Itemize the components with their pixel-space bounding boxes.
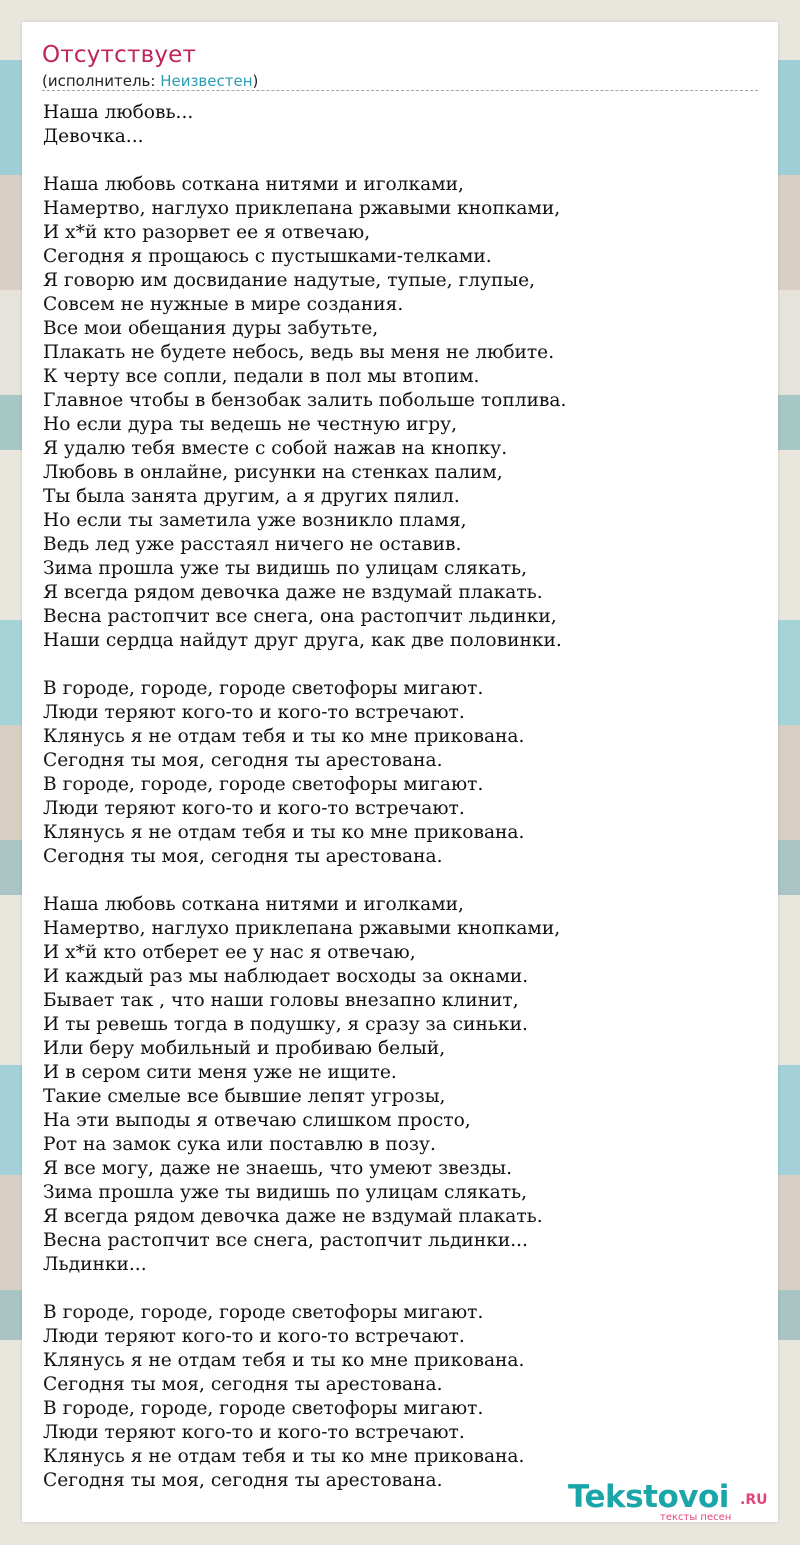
lyrics-line: Клянусь я не отдам тебя и ты ко мне прикована.	[43, 726, 525, 747]
lyrics-line: Но если дура ты ведешь не честную игру,	[43, 414, 458, 435]
lyrics-line: Клянусь я не отдам тебя и ты ко мне прикована.	[43, 822, 525, 843]
lyrics-line: Наша любовь...	[43, 102, 194, 123]
lyrics-card	[22, 22, 778, 1522]
lyrics-line: Такие смелые все бывшие лепят угрозы,	[43, 1086, 446, 1107]
lyrics-line: И х*й кто отберет ее у нас я отвечаю,	[43, 942, 416, 963]
artist-link[interactable]: Неизвестен	[160, 72, 253, 90]
logo-tagline: тексты песен	[660, 1512, 732, 1523]
lyrics-line: Ты была занята другим, а я других пялил.	[43, 486, 460, 507]
lyrics-line: Наши сердца найдут друг друга, как две половинки.	[43, 630, 562, 651]
lyrics-line: Я всегда рядом девочка даже не вздумай плакать.	[43, 582, 543, 603]
lyrics-line: Намертво, наглухо приклепана ржавыми кнопками,	[43, 198, 561, 219]
song-title: Отсутствует	[42, 42, 197, 68]
lyrics-text	[43, 101, 763, 1493]
lyrics-stanza	[43, 101, 763, 149]
lyrics-line: Сегодня ты моя, сегодня ты арестована.	[43, 750, 443, 771]
lyrics-line: И каждый раз мы наблюдает восходы за окнами.	[43, 966, 529, 987]
logo-wordmark: Tekstovoi	[568, 1479, 729, 1515]
lyrics-stanza	[43, 677, 763, 869]
performer-close: )	[252, 72, 259, 90]
lyrics-line: Я говорю им досвидание надутые, тупые, глупые,	[43, 270, 536, 291]
lyrics-line: Сегодня я прощаюсь с пустышками-телками.	[43, 246, 492, 267]
lyrics-line: Весна растопчит все снега, растопчит льдинки...	[43, 1230, 528, 1251]
lyrics-line: Весна растопчит все снега, она растопчит льдинки,	[43, 606, 557, 627]
lyrics-line: Зима прошла уже ты видишь по улицам слякать,	[43, 1182, 528, 1203]
title-divider	[42, 90, 758, 91]
lyrics-line: Люди теряют кого-то и кого-то встречают.	[43, 1326, 465, 1347]
performer-line	[42, 72, 258, 90]
lyrics-stanza	[43, 173, 763, 653]
lyrics-line: Наша любовь соткана нитями и иголками,	[43, 174, 464, 195]
lyrics-line: К черту все сопли, педали в пол мы втопим.	[43, 366, 480, 387]
site-logo[interactable]	[568, 1480, 778, 1522]
lyrics-line: Главное чтобы в бензобак залить побольше топлива.	[43, 390, 567, 411]
lyrics-line: Рот на замок сука или поставлю в позу.	[43, 1134, 436, 1155]
lyrics-line: Клянусь я не отдам тебя и ты ко мне прикована.	[43, 1446, 525, 1467]
lyrics-line: Девочка...	[43, 126, 144, 147]
lyrics-line: Ведь лед уже расстаял ничего не оставив.	[43, 534, 462, 555]
lyrics-line: Но если ты заметила уже возникло пламя,	[43, 510, 467, 531]
lyrics-line: Сегодня ты моя, сегодня ты арестована.	[43, 1374, 443, 1395]
lyrics-line: Совсем не нужные в мире создания.	[43, 294, 404, 315]
lyrics-line: Люди теряют кого-то и кого-то встречают.	[43, 702, 465, 723]
lyrics-line: В городе, городе, городе светофоры мигают.	[43, 678, 484, 699]
lyrics-line: Льдинки...	[43, 1254, 147, 1275]
lyrics-line: Я удалю тебя вместе с собой нажав на кнопку.	[43, 438, 508, 459]
lyrics-line: Клянусь я не отдам тебя и ты ко мне прикована.	[43, 1350, 525, 1371]
lyrics-stanza	[43, 893, 763, 1277]
logo-tld: .RU	[740, 1492, 768, 1508]
lyrics-line: И в сером сити меня уже не ищите.	[43, 1062, 397, 1083]
lyrics-line: Люди теряют кого-то и кого-то встречают.	[43, 798, 465, 819]
lyrics-line: Любовь в онлайне, рисунки на стенках палим,	[43, 462, 503, 483]
lyrics-line: И х*й кто разорвет ее я отвечаю,	[43, 222, 371, 243]
lyrics-line: Я все могу, даже не знаешь, что умеют звезды.	[43, 1158, 512, 1179]
lyrics-line: В городе, городе, городе светофоры мигают.	[43, 774, 484, 795]
lyrics-line: Намертво, наглухо приклепана ржавыми кнопками,	[43, 918, 561, 939]
lyrics-line: Люди теряют кого-то и кого-то встречают.	[43, 1422, 465, 1443]
lyrics-line: Наша любовь соткана нитями и иголками,	[43, 894, 464, 915]
lyrics-line: Или беру мобильный и пробиваю белый,	[43, 1038, 446, 1059]
lyrics-line: На эти выподы я отвечаю слишком просто,	[43, 1110, 471, 1131]
lyrics-line: Все мои обещания дуры забутьте,	[43, 318, 379, 339]
lyrics-line: Сегодня ты моя, сегодня ты арестована.	[43, 1470, 443, 1491]
lyrics-line: Я всегда рядом девочка даже не вздумай плакать.	[43, 1206, 543, 1227]
performer-label: (исполнитель:	[42, 72, 161, 90]
lyrics-line: Зима прошла уже ты видишь по улицам слякать,	[43, 558, 528, 579]
lyrics-line: Плакать не будете небось, ведь вы меня не любите.	[43, 342, 555, 363]
lyrics-stanza	[43, 1301, 763, 1493]
lyrics-line: Бывает так , что наши головы внезапно клинит,	[43, 990, 519, 1011]
lyrics-line: В городе, городе, городе светофоры мигают.	[43, 1398, 484, 1419]
lyrics-line: И ты ревешь тогда в подушку, я сразу за синьки.	[43, 1014, 528, 1035]
lyrics-line: В городе, городе, городе светофоры мигают.	[43, 1302, 484, 1323]
lyrics-line: Сегодня ты моя, сегодня ты арестована.	[43, 846, 443, 867]
